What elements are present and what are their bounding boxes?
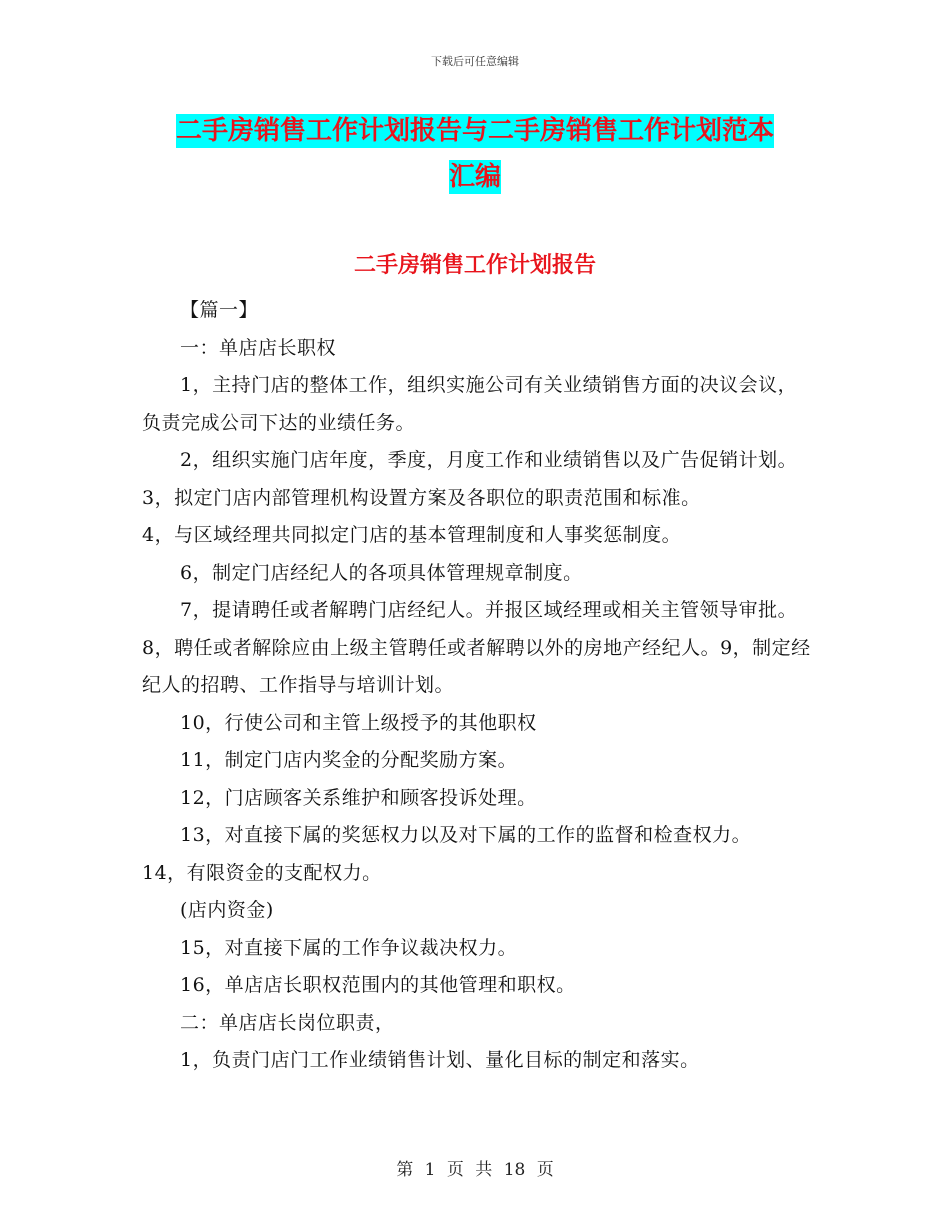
- paragraph: 二：单店店长岗位职责，: [180, 1011, 395, 1034]
- paragraph: 1，主持门店的整体工作，组织实施公司有关业绩销售方面的决议会议，负责完成公司下达的业绩任务。: [142, 374, 798, 434]
- paragraph: 1，负责门店门工作业绩销售计划、量化目标的制定和落实。: [180, 1049, 700, 1071]
- document-title-line-1: 二手房销售工作计划报告与二手房销售工作计划范本: [175, 116, 774, 146]
- paragraph: 14，有限资金的支配权力。: [142, 861, 382, 884]
- section-title: 二手房销售工作计划报告: [353, 253, 596, 278]
- paragraph: 15，对直接下属的工作争议裁决权力。: [180, 936, 518, 959]
- paragraph: 7，提请聘任或者解聘门店经纪人。并报区域经理或相关主管领导审批。8，聘任或者解除应由上级主管聘任或者解聘以外的房地产经纪人。9，制定经纪人的招聘、工作指导与培训计划。: [142, 599, 811, 696]
- page-number: 第 1 页 共 18 页: [396, 1160, 554, 1180]
- paragraph: 10，行使公司和主管上级授予的其他职权: [180, 711, 537, 734]
- paragraph: 【篇一】: [180, 299, 259, 321]
- paragraph: 4，与区域经理共同拟定门店的基本管理制度和人事奖惩制度。: [142, 524, 682, 546]
- document-title: [140, 108, 810, 200]
- page-header-note: 下载后可任意编辑: [431, 55, 519, 68]
- document-title-line-2: 汇编: [448, 162, 501, 192]
- paragraph: 12，门店顾客关系维护和顾客投诉处理。: [180, 786, 537, 809]
- paragraph: 13，对直接下属的奖惩权力以及对下属的工作的监督和检查权力。: [180, 824, 752, 846]
- paragraph: 16，单店店长职权范围内的其他管理和职权。: [180, 974, 576, 996]
- paragraph: 6，制定门店经纪人的各项具体管理规章制度。: [180, 561, 583, 584]
- document-body: [142, 292, 812, 1080]
- paragraph: 2，组织实施门店年度，季度，月度工作和业绩销售以及广告促销计划。3，拟定门店内部管理机构设置方案及各职位的职责范围和标准。: [142, 449, 798, 509]
- paragraph: (店内资金): [180, 899, 274, 921]
- paragraph: 一：单店店长职权: [180, 336, 337, 359]
- paragraph: 11，制定门店内奖金的分配奖励方案。: [180, 749, 518, 771]
